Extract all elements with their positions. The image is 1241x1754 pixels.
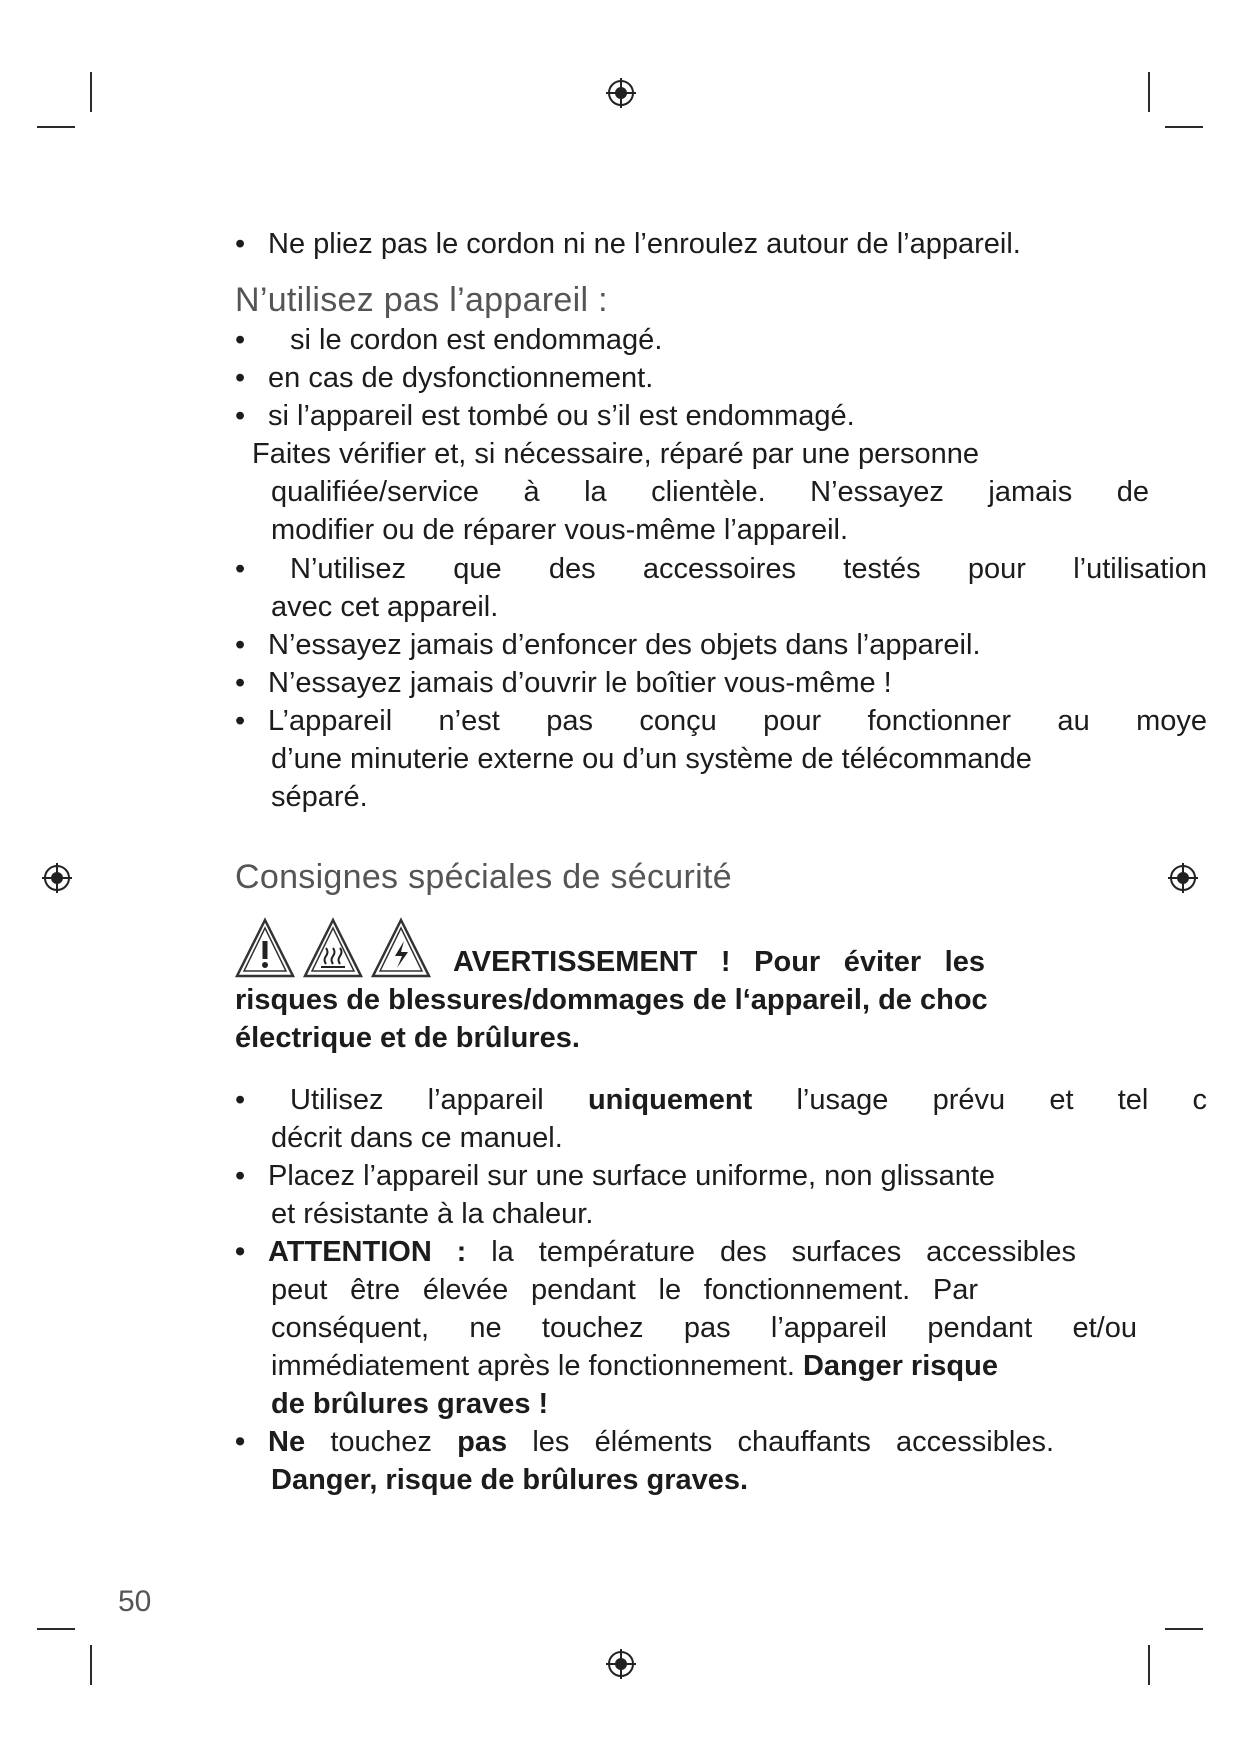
bullet: • <box>235 324 246 356</box>
emphasis-text: Danger risque <box>802 1350 998 1382</box>
list-item-continuation: peut être élevée pendant le fonctionnement. Par <box>271 1274 978 1306</box>
list-item <box>290 1081 1207 1119</box>
registration-mark-icon <box>604 1647 638 1681</box>
crop-mark <box>1148 1645 1150 1685</box>
list-item-text: la température des surfaces accessibles <box>491 1236 1076 1268</box>
bullet: • <box>235 705 246 737</box>
list-item-continuation: qualifiée/service à la clientèle. N’essayez jamais de <box>271 476 1149 508</box>
bullet: • <box>235 1084 246 1116</box>
registration-mark-icon <box>604 76 638 110</box>
crop-mark <box>1165 1628 1203 1630</box>
list-item: Placez l’appareil sur une surface uniforme, non glissante <box>268 1160 996 1192</box>
emphasis-text: Danger, risque de brûlures graves. <box>271 1464 749 1496</box>
list-item-text: immédiatement après le fonctionnement. <box>271 1350 795 1382</box>
list-item <box>268 1233 1076 1271</box>
section-heading: Consignes spéciales de sécurité <box>235 858 732 896</box>
list-item: en cas de dysfonctionnement. <box>268 362 654 394</box>
list-item <box>268 1423 1054 1461</box>
list-item-continuation: conséquent, ne touchez pas l’appareil pendant et/ou <box>271 1312 1137 1344</box>
list-item: si l’appareil est tombé ou s’il est endommagé. <box>268 400 855 432</box>
bullet: • <box>235 1160 246 1192</box>
list-item-text: touchez <box>330 1426 432 1458</box>
list-item-text: les éléments chauffants accessibles. <box>532 1426 1055 1458</box>
emphasis-text: uniquement <box>587 1084 753 1116</box>
crop-mark <box>37 1628 75 1630</box>
list-item: N’utilisez que des accessoires testés pour l’utilisation <box>290 553 1207 585</box>
bullet: • <box>235 1426 246 1458</box>
warning-exclamation-icon <box>237 920 293 976</box>
list-item: si le cordon est endommagé. <box>290 324 663 356</box>
bullet: • <box>235 667 246 699</box>
bullet: • <box>235 228 246 260</box>
registration-mark-icon <box>40 861 74 895</box>
electric-shock-icon <box>373 920 429 976</box>
list-item-continuation <box>271 1347 998 1385</box>
bullet-text: Ne pliez pas le cordon ni ne l’enroulez autour de l’appareil. <box>268 228 1021 260</box>
list-item-continuation: décrit dans ce manuel. <box>271 1122 563 1154</box>
crop-mark <box>37 126 75 128</box>
bullet: • <box>235 1236 246 1268</box>
emphasis-text: de brûlures graves ! <box>271 1388 549 1420</box>
crop-mark <box>90 72 92 112</box>
crop-mark <box>1148 72 1150 112</box>
warning-text: AVERTISSEMENT ! Pour éviter les <box>453 946 985 978</box>
list-item: N’essayez jamais d’enfoncer des objets dans l’appareil. <box>268 629 981 661</box>
warning-icons-group <box>235 915 435 981</box>
crop-mark <box>90 1645 92 1685</box>
list-item: L’appareil n’est pas conçu pour fonctionner au moye <box>268 705 1207 737</box>
list-item: N’essayez jamais d’ouvrir le boîtier vous-même ! <box>268 667 892 699</box>
list-item-text: l’usage prévu et tel c <box>796 1084 1208 1116</box>
list-item-continuation: d’une minuterie externe ou d’un système de télécommande <box>271 743 1032 775</box>
crop-mark <box>1165 126 1203 128</box>
bullet: • <box>235 400 246 432</box>
bullet: • <box>235 629 246 661</box>
list-item-continuation: avec cet appareil. <box>271 591 499 623</box>
list-item-continuation: modifier ou de réparer vous-même l’appareil. <box>271 514 849 546</box>
page-number: 50 <box>118 1585 152 1618</box>
list-item-continuation: séparé. <box>271 781 368 813</box>
registration-mark-icon <box>1166 861 1200 895</box>
warning-text: risques de blessures/dommages de l‘appareil, de choc <box>235 984 988 1016</box>
bullet: • <box>235 362 246 394</box>
list-item-text: Utilisez l’appareil <box>290 1084 544 1116</box>
emphasis-text: ATTENTION : <box>268 1236 467 1268</box>
hot-surface-icon <box>305 920 361 976</box>
bullet: • <box>235 553 246 585</box>
emphasis-text: pas <box>457 1426 508 1458</box>
list-item-continuation: et résistante à la chaleur. <box>271 1198 594 1230</box>
section-heading: N’utilisez pas l’appareil : <box>235 281 608 319</box>
list-item-continuation: Faites vérifier et, si nécessaire, réparé par une personne <box>252 438 979 470</box>
emphasis-text: Ne <box>268 1426 306 1458</box>
warning-text: électrique et de brûlures. <box>235 1022 580 1054</box>
